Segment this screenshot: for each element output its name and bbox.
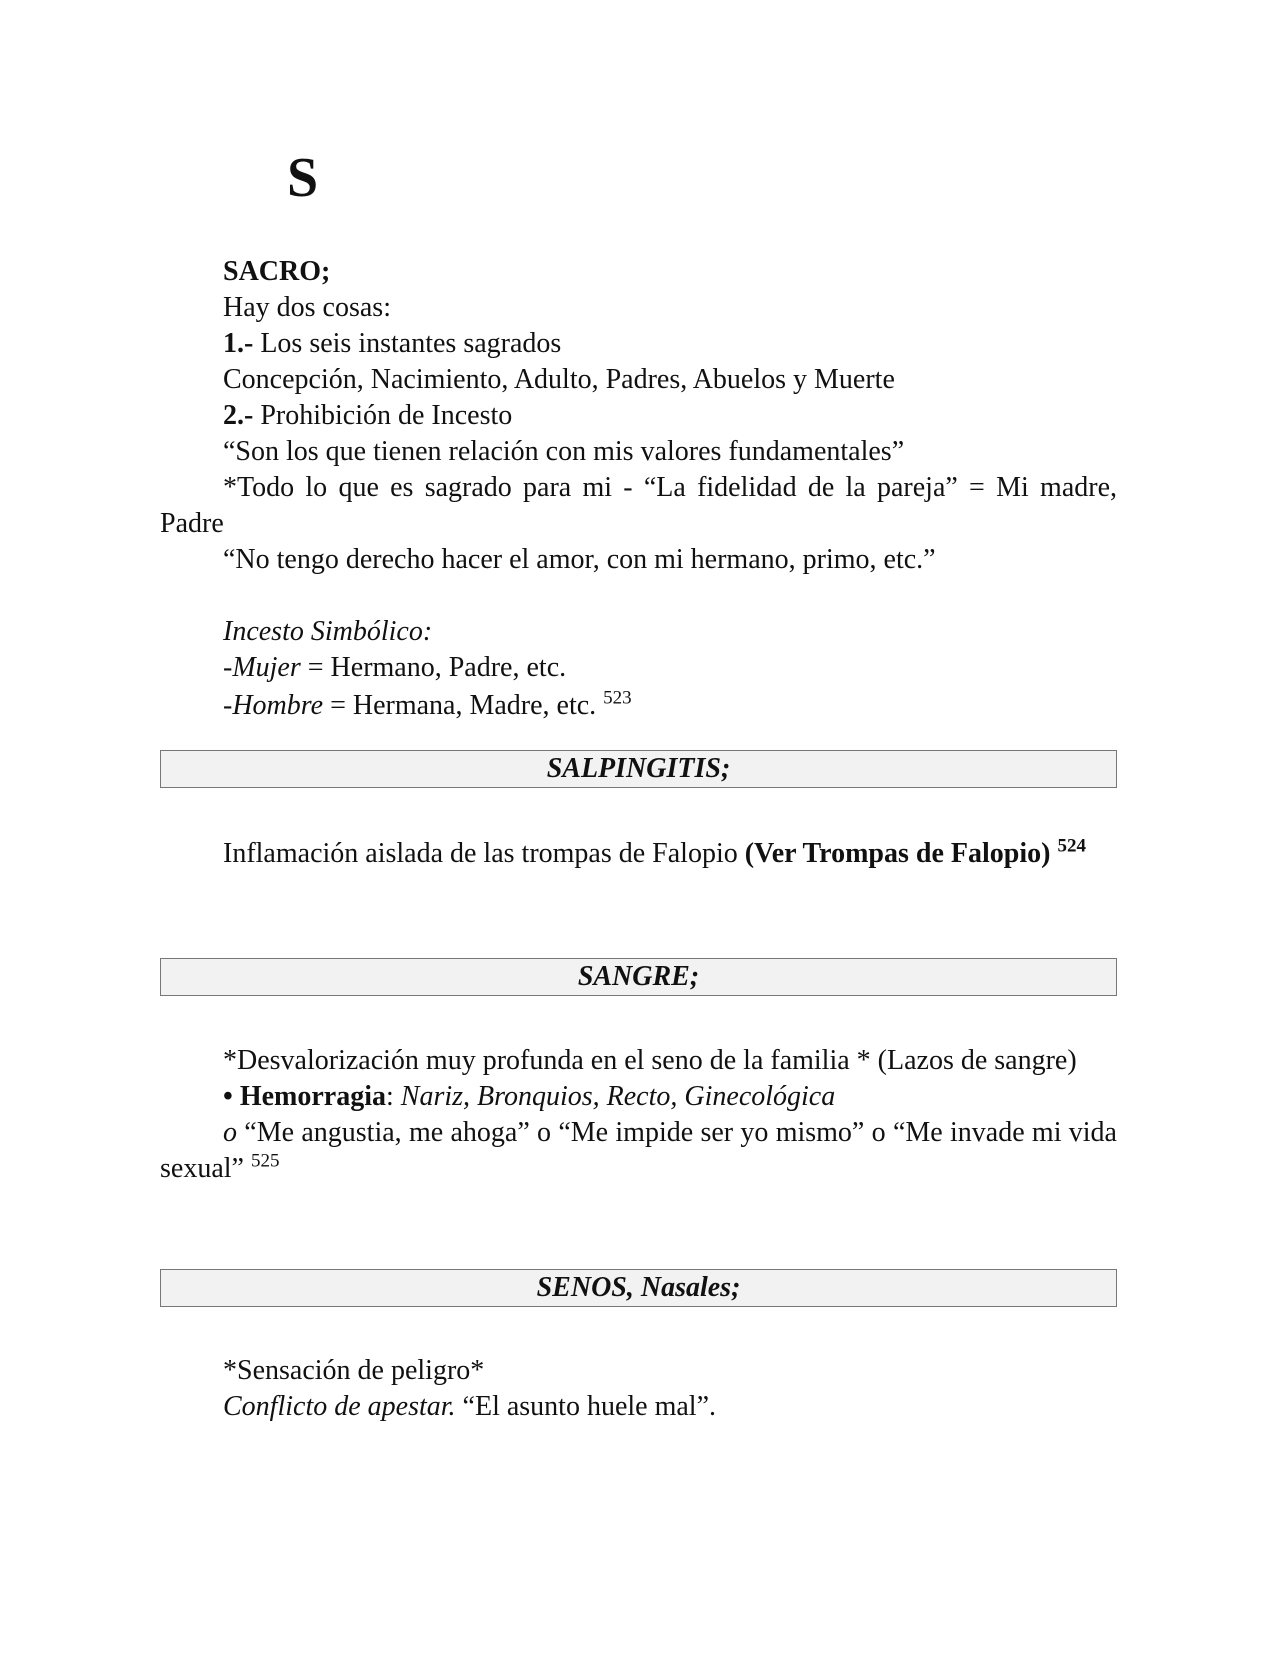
sacro-title: SACRO; <box>223 256 331 287</box>
sangre-paragraph: *Desvalorización muy profunda en el seno de la familia * (Lazos de sangre) <box>223 1045 1077 1076</box>
senos-entry <box>160 1353 1117 1425</box>
sangre-quotes: o “Me angustia, me ahoga” o “Me impide ser yo mismo” o “Me invade mi vida sexual” $^{525}$ <box>160 1117 1117 1184</box>
sacro-quote-rights: “No tengo derecho hacer el amor, con mi hermano, primo, etc.” <box>223 544 936 575</box>
sacro-quote-values: “Son los que tienen relación con mis valores fundamentales” <box>223 436 905 467</box>
senos-header: SENOS, Nasales; <box>160 1269 1117 1307</box>
sangre-entry <box>160 1043 1117 1187</box>
sacro-item-1: 1.- Los seis instantes sagrados <box>223 328 562 359</box>
sacro-sacred-paragraph: *Todo lo que es sagrado para mi - “La fidelidad de la pareja” = Mi madre, Padre <box>160 472 1117 539</box>
document-page <box>160 0 1117 1656</box>
sangre-header: SANGRE; <box>160 958 1117 996</box>
senos-danger: *Sensación de peligro* <box>223 1355 485 1386</box>
symbolic-incest-title: Incesto Simbólico: <box>223 616 433 647</box>
salpingitis-entry <box>160 836 1117 872</box>
senos-conflict: Conflicto de apestar. “El asunto huele mal”. <box>223 1391 717 1422</box>
sacro-item-2: 2.- Prohibición de Incesto <box>223 400 513 431</box>
sacro-entry <box>160 254 1117 724</box>
section-letter: S <box>287 147 319 209</box>
footnote-ref: 523 <box>603 687 632 709</box>
salpingitis-header: SALPINGITIS; <box>160 750 1117 788</box>
footnote-ref: 524 <box>1057 835 1086 857</box>
sacro-instants: Concepción, Nacimiento, Adulto, Padres, Abuelos y Muerte <box>223 364 895 395</box>
symbolic-incest-man: -Hombre = Hermana, Madre, etc. $^{523}$ <box>223 687 632 721</box>
sacro-intro: Hay dos cosas: <box>223 292 391 323</box>
salpingitis-paragraph: Inflamación aislada de las trompas de Falopio (Ver Trompas de Falopio) $^{524}$ <box>223 835 1086 869</box>
symbolic-incest-woman: -Mujer = Hermano, Padre, etc. <box>223 652 567 683</box>
hemorrhage-line: • Hemorragia: Nariz, Bronquios, Recto, Ginecológica <box>223 1081 836 1112</box>
cross-reference: (Ver Trompas de Falopio) <box>744 838 1051 869</box>
footnote-ref: 525 <box>250 1150 280 1172</box>
